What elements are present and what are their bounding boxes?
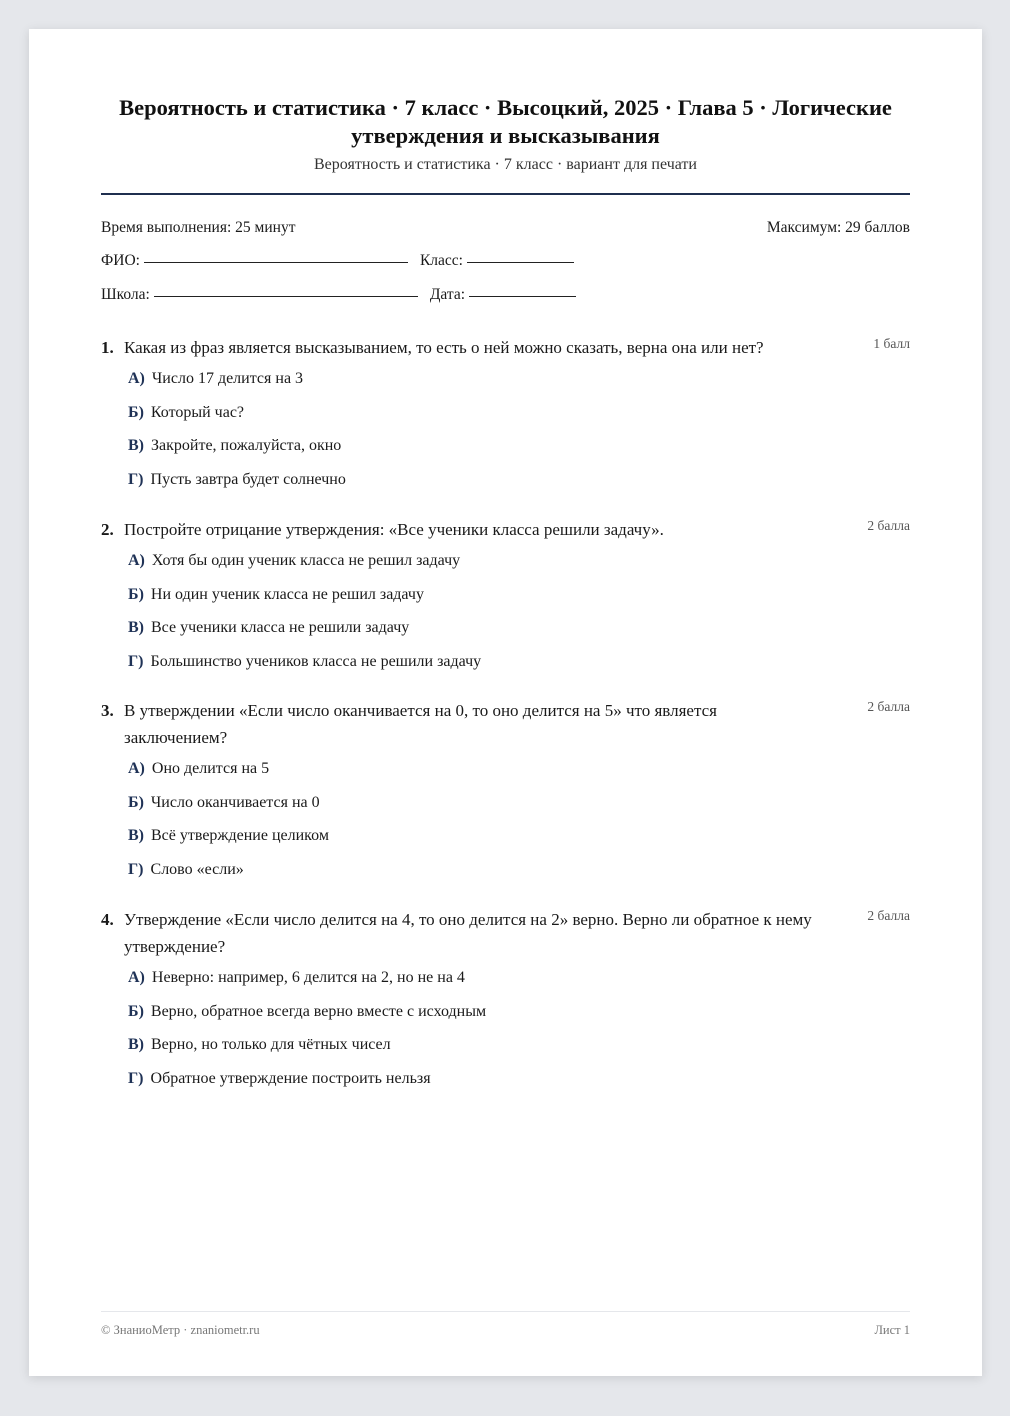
option-letter: В) — [128, 1036, 144, 1053]
answer-option[interactable] — [128, 549, 910, 583]
page-title: Вероятность и статистика · 7 класс · Высоцкий, 2025 · Глава 5 · Логические утверждения и высказывания — [119, 95, 892, 148]
question-header — [101, 906, 910, 960]
answer-option[interactable] — [128, 858, 910, 892]
option-letter: А) — [128, 969, 145, 986]
question-points: 2 балла — [867, 518, 910, 533]
class-label: Класс: — [419, 252, 463, 269]
header-divider — [101, 193, 910, 195]
question-number: 4. — [101, 910, 114, 929]
option-letter: А) — [128, 370, 145, 387]
option-text: Верно, но только для чётных чисел — [151, 1036, 391, 1053]
answer-option[interactable] — [128, 966, 910, 1000]
option-letter: В) — [128, 827, 144, 844]
answer-option[interactable] — [128, 757, 910, 791]
question-header — [101, 697, 910, 751]
footer-copyright: © ЗнаниоМетр · znaniometr.ru — [101, 1323, 260, 1337]
class-field[interactable] — [467, 261, 574, 263]
option-text: Число 17 делится на 3 — [151, 370, 304, 387]
option-text: Все ученики класса не решили задачу — [151, 619, 410, 636]
option-letter: В) — [128, 437, 144, 454]
name-label: ФИО: — [101, 252, 140, 269]
option-letter: А) — [128, 552, 145, 569]
option-letter: Г) — [128, 860, 144, 878]
question-number: 1. — [101, 338, 114, 357]
option-text: Верно, обратное всегда верно вместе с исходным — [150, 1002, 487, 1020]
question-points: 2 балла — [867, 908, 910, 923]
answer-options — [128, 549, 910, 683]
answer-option[interactable] — [128, 791, 910, 825]
option-letter: Г) — [128, 652, 144, 670]
question-text: Какая из фраз является высказыванием, то есть о ней можно сказать, верна она или нет? — [124, 338, 764, 357]
option-letter: Г) — [128, 470, 144, 488]
question-number: 2. — [101, 520, 114, 539]
option-letter: Б) — [128, 403, 144, 421]
date-field[interactable] — [469, 295, 576, 297]
answer-option[interactable] — [128, 583, 910, 617]
name-field[interactable] — [144, 261, 408, 263]
answer-option[interactable] — [128, 650, 910, 684]
footer-divider — [101, 1311, 910, 1312]
question-text: Утверждение «Если число делится на 4, то оно делится на 2» верно. Верно ли обратное к нему утверждение? — [124, 910, 812, 956]
page-number: Лист 1 — [874, 1323, 910, 1337]
date-label: Дата: — [429, 286, 466, 303]
question-text: В утверждении «Если число оканчивается на 0, то оно делится на 5» что является заключением? — [124, 701, 717, 747]
question-number: 3. — [101, 701, 114, 720]
option-text: Закройте, пожалуйста, окно — [151, 437, 342, 454]
question-2 — [101, 516, 910, 683]
answer-option[interactable] — [128, 367, 910, 401]
option-letter: А) — [128, 760, 145, 777]
option-text: Оно делится на 5 — [151, 760, 270, 777]
name-class-row — [101, 252, 580, 270]
option-text: Слово «если» — [150, 860, 244, 878]
option-text: Всё утверждение целиком — [151, 827, 329, 844]
question-4 — [101, 906, 910, 1100]
option-text: Неверно: например, 6 делится на 2, но не на 4 — [151, 969, 465, 986]
answer-options — [128, 757, 910, 891]
answer-option[interactable] — [128, 1067, 910, 1101]
worksheet-page — [29, 29, 982, 1376]
option-text: Ни один ученик класса не решил задачу — [150, 585, 424, 603]
answer-option[interactable] — [128, 824, 910, 858]
option-letter: В) — [128, 619, 144, 636]
page-footer — [101, 1323, 910, 1338]
option-text: Число оканчивается на 0 — [150, 793, 320, 811]
question-points: 1 балл — [873, 336, 910, 351]
question-points: 2 балла — [867, 699, 910, 714]
answer-option[interactable] — [128, 401, 910, 435]
question-header — [101, 516, 910, 543]
question-3 — [101, 697, 910, 891]
option-text: Обратное утверждение построить нельзя — [150, 1069, 431, 1087]
answer-option[interactable] — [128, 434, 910, 468]
option-text: Который час? — [150, 403, 245, 421]
option-letter: Г) — [128, 1069, 144, 1087]
answer-options — [128, 367, 910, 501]
meta-row — [101, 219, 910, 237]
time-limit: Время выполнения: 25 минут — [101, 219, 296, 236]
answer-option[interactable] — [128, 1033, 910, 1067]
option-letter: Б) — [128, 585, 144, 603]
answer-options — [128, 966, 910, 1100]
school-label: Школа: — [101, 286, 150, 303]
school-date-row — [101, 286, 582, 304]
option-text: Большинство учеников класса не решили задачу — [150, 652, 482, 670]
question-1 — [101, 334, 910, 501]
option-letter: Б) — [128, 793, 144, 811]
school-field[interactable] — [154, 295, 418, 297]
option-text: Хотя бы один ученик класса не решил задачу — [151, 552, 461, 569]
answer-option[interactable] — [128, 616, 910, 650]
answer-option[interactable] — [128, 1000, 910, 1034]
answer-option[interactable] — [128, 468, 910, 502]
option-letter: Б) — [128, 1002, 144, 1020]
question-text: Постройте отрицание утверждения: «Все ученики класса решили задачу». — [124, 520, 664, 539]
max-score: Максимум: 29 баллов — [766, 219, 910, 236]
question-header — [101, 334, 910, 361]
page-subtitle: Вероятность и статистика · 7 класс · вариант для печати — [314, 156, 697, 173]
option-text: Пусть завтра будет солнечно — [150, 470, 346, 488]
